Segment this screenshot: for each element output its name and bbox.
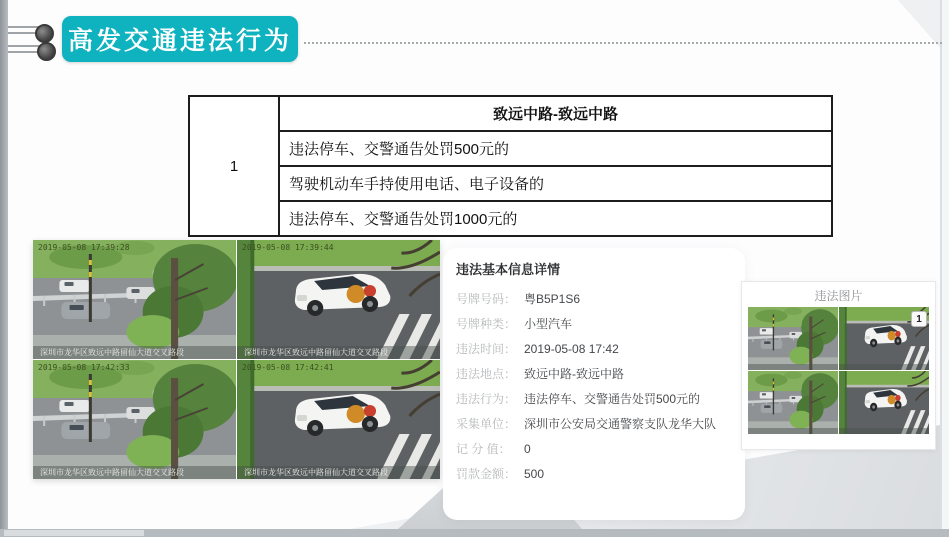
photo-caption: 深圳市龙华区致远中路留仙大道交叉路段 xyxy=(33,466,236,479)
photo-timestamp: 2019-05-08 17:39:28 xyxy=(38,243,130,252)
photo-timestamp: 2019-05-08 17:42:41 xyxy=(242,363,334,372)
photo-timestamp: 2019-05-08 17:39:44 xyxy=(242,243,334,252)
binder-ring-icon xyxy=(35,24,54,43)
field-label: 号牌号码： xyxy=(456,292,517,306)
mini-photo-car-closeup-2 xyxy=(839,371,929,434)
violation-image-card-title: 违法图片 xyxy=(814,289,863,303)
surveillance-photo-icon xyxy=(33,240,236,359)
binder-ring-icon xyxy=(37,42,56,61)
window-left-spine xyxy=(0,0,8,537)
mini-photo-wide-street-2 xyxy=(748,371,838,434)
photo-caption: 深圳市龙华区致远中路留仙大道交叉路段 xyxy=(33,346,236,359)
surveillance-photo-icon xyxy=(237,360,440,479)
detail-field-violation-time xyxy=(456,343,736,356)
detail-panel-title: 违法基本信息详情 xyxy=(456,262,561,277)
photo-caption: 深圳市龙华区致远中路留仙大道交叉路段 xyxy=(237,346,440,359)
detail-field-violation-behavior xyxy=(456,393,736,406)
violation-image-card xyxy=(741,281,936,450)
field-value: 致远中路-致远中路 xyxy=(524,367,624,381)
image-sequence-badge: 1 xyxy=(911,311,927,327)
table-row-index: 1 xyxy=(189,96,279,236)
detail-field-collect-unit xyxy=(456,418,736,431)
detail-field-plate-type xyxy=(456,318,736,331)
detail-field-points xyxy=(456,443,736,456)
table-row-violation: 驾驶机动车手持使用电话、电子设备的 xyxy=(279,166,832,201)
field-label: 违法地点： xyxy=(456,367,517,381)
mini-photo-wide-street-1 xyxy=(748,307,838,370)
title-dotted-rule xyxy=(304,42,942,44)
bottom-bar-highlight xyxy=(4,530,144,536)
field-value: 500 xyxy=(524,467,545,481)
surveillance-photo-icon xyxy=(748,371,838,434)
mini-photo-caption-bar xyxy=(839,364,929,370)
field-label: 罚款金额： xyxy=(456,467,517,481)
field-value: 2019-05-08 17:42 xyxy=(524,342,619,356)
photo-timestamp: 2019-05-08 17:42:33 xyxy=(38,363,130,372)
table-row-violation: 违法停车、交警通告处罚1000元的 xyxy=(279,201,832,236)
slide-right-margin xyxy=(942,0,949,529)
violation-table xyxy=(188,95,833,237)
field-value: 粤B5P1S6 xyxy=(524,292,581,306)
evidence-photo-grid xyxy=(33,240,440,479)
mini-photo-caption-bar xyxy=(839,428,929,434)
violation-image-grid xyxy=(748,307,929,434)
surveillance-photo-icon xyxy=(839,371,929,434)
table-row-violation: 违法停车、交警通告处罚500元的 xyxy=(279,131,832,166)
detail-field-fine-amount xyxy=(456,468,736,481)
field-value: 0 xyxy=(524,442,531,456)
photo-caption: 深圳市龙华区致远中路留仙大道交叉路段 xyxy=(237,466,440,479)
mini-photo-caption-bar xyxy=(748,364,838,370)
violation-detail-panel xyxy=(456,259,736,493)
surveillance-photo-icon xyxy=(237,240,440,359)
field-label: 违法时间： xyxy=(456,342,517,356)
field-label: 违法行为： xyxy=(456,392,517,406)
photo-car-closeup-1 xyxy=(237,240,440,359)
surveillance-photo-icon xyxy=(33,360,236,479)
page-title xyxy=(62,16,298,62)
photo-wide-street-2 xyxy=(33,360,236,479)
surveillance-photo-icon xyxy=(748,307,838,370)
table-header-location: 致远中路-致远中路 xyxy=(279,96,832,131)
page-title-text: 高发交通违法行为 xyxy=(67,27,292,55)
photo-wide-street-1 xyxy=(33,240,236,359)
photo-car-closeup-2 xyxy=(237,360,440,479)
field-label: 采集单位： xyxy=(456,417,517,431)
field-label: 记 分 值： xyxy=(456,442,511,456)
mini-photo-caption-bar xyxy=(748,428,838,434)
field-value: 违法停车、交警通告处罚500元的 xyxy=(524,392,701,406)
field-value: 深圳市公安局交通警察支队龙华大队 xyxy=(524,417,717,431)
field-value: 小型汽车 xyxy=(524,317,573,331)
detail-field-violation-place xyxy=(456,368,736,381)
field-label: 号牌种类： xyxy=(456,317,517,331)
detail-field-plate-number xyxy=(456,293,736,306)
